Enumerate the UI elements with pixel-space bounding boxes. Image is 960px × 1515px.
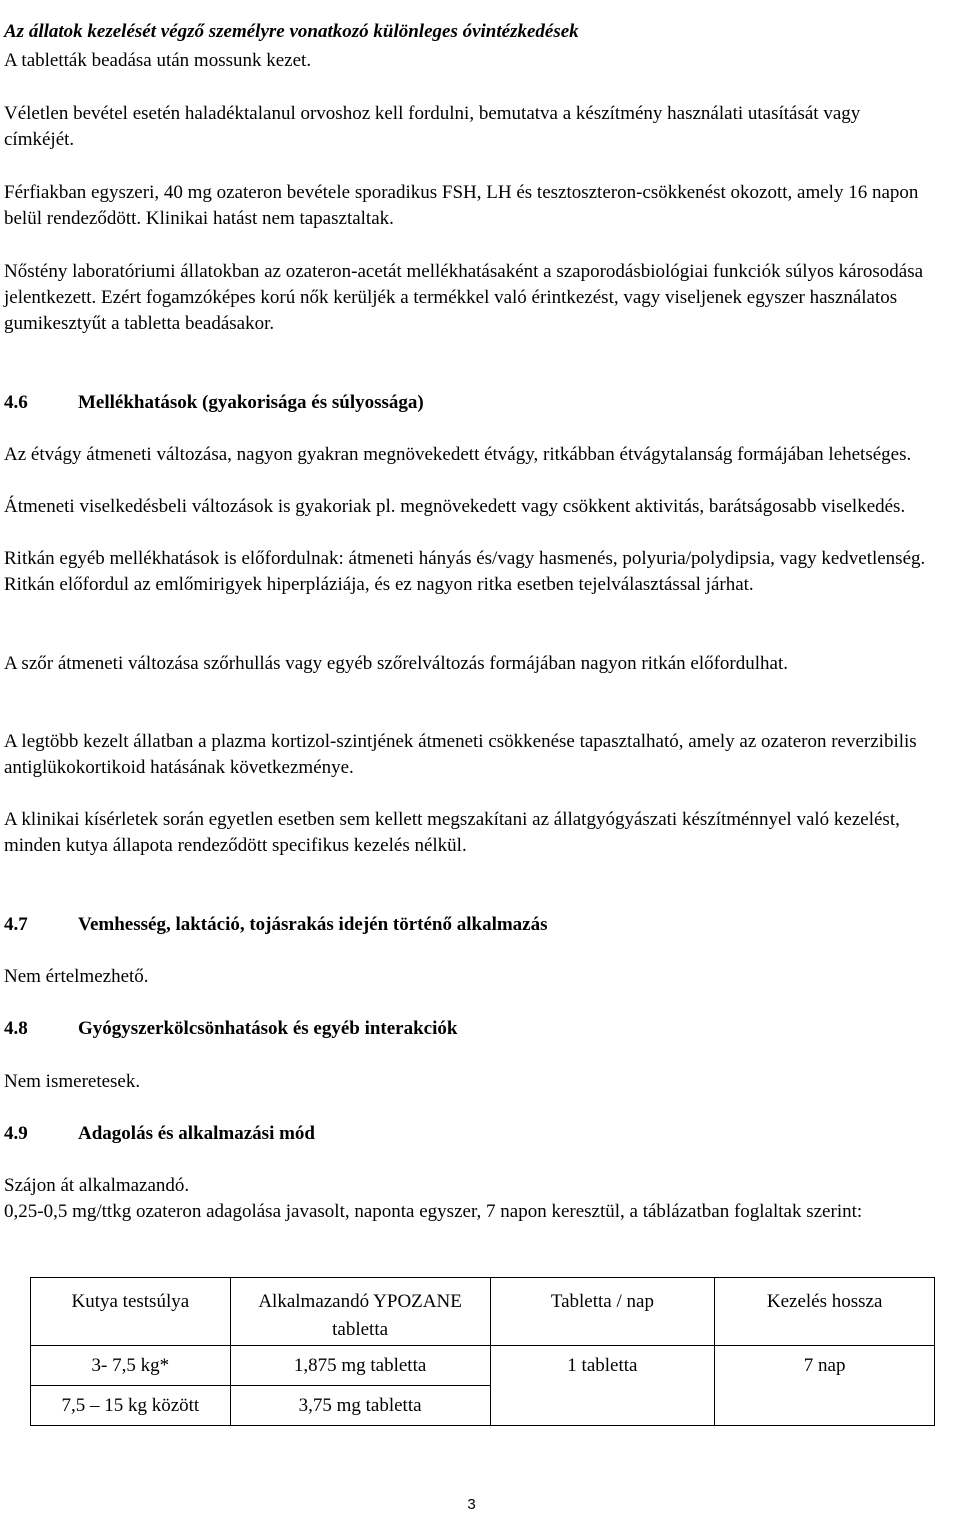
dosage-table	[30, 1277, 935, 1426]
paragraph-accidental-ingestion: Véletlen bevétel esetén haladéktalanul orvoshoz kell fordulni, bemutatva a készítmény használati utasítását vagy címkéjét.	[4, 103, 861, 150]
heading-number: 4.7	[4, 914, 28, 935]
heading-title: Adagolás és alkalmazási mód	[78, 1123, 315, 1144]
table-cell: 3- 7,5 kg*	[31, 1346, 231, 1386]
section-title: Az állatok kezelését végző személyre vonatkozó különleges óvintézkedések	[4, 21, 579, 42]
heading-number: 4.6	[4, 392, 28, 413]
heading-title: Vemhesség, laktáció, tojásrakás idején történő alkalmazás	[78, 914, 548, 935]
paragraph-rare-effects: Ritkán egyéb mellékhatások is előfordulnak: átmeneti hányás és/vagy hasmenés, polyuria/polydipsia, vagy kedvetlenség. Ritkán előfordul az emlőmirigyek hiperpláziája, és ez nagyon ritka esetben tejelválasztással járhat.	[4, 548, 926, 595]
heading-number: 4.8	[4, 1018, 28, 1039]
table-cell: 7,5 – 15 kg között	[31, 1386, 231, 1426]
paragraph-oral-use: Szájon át alkalmazandó.	[4, 1175, 190, 1196]
paragraph-female-animals: Nőstény laboratóriumi állatokban az ozateron-acetát mellékhatásaként a szaporodásbiológiai funkciók súlyos károsodása jelentkezett. Ezért fogamzóképes korú nők kerüljék a termékkel való érintkezést, vagy viseljenek egyszer használatos gumikesztyűt a tabletta beadásakor.	[4, 261, 924, 334]
table-header-cell: Tabletta / nap	[490, 1278, 715, 1346]
paragraph-not-applicable: Nem értelmezhető.	[4, 966, 149, 987]
table-header-row	[31, 1278, 935, 1346]
paragraph-appetite: Az étvágy átmeneti változása, nagyon gyakran megnövekedett étvágy, ritkábban étvágytalanság formájában lehetséges.	[4, 444, 912, 465]
table-cell: 7 nap	[715, 1346, 935, 1426]
table-header-cell: Kutya testsúlya	[31, 1278, 231, 1346]
paragraph-dosage: 0,25-0,5 mg/ttkg ozateron adagolása javasolt, naponta egyszer, 7 napon keresztül, a táblázatban foglaltak szerint:	[4, 1201, 863, 1222]
table-header-cell: Alkalmazandó YPOZANE tabletta	[230, 1278, 490, 1346]
table-cell: 1 tabletta	[490, 1346, 715, 1426]
paragraph-not-known: Nem ismeretesek.	[4, 1071, 141, 1092]
paragraph-hair: A szőr átmeneti változása szőrhullás vagy egyéb szőrelváltozás formájában nagyon ritkán előfordulhat.	[4, 653, 789, 674]
paragraph-men-exposure: Férfiakban egyszeri, 40 mg ozateron bevétele sporadikus FSH, LH és tesztoszteron-csökkenést okozott, amely 16 napon belül rendeződött. Klinikai hatást nem tapasztaltak.	[4, 182, 919, 229]
table-header-cell: Kezelés hossza	[715, 1278, 935, 1346]
heading-title: Gyógyszerkölcsönhatások és egyéb interakciók	[78, 1018, 458, 1039]
heading-4-9	[4, 1121, 315, 1147]
paragraph-behaviour: Átmeneti viselkedésbeli változások is gyakoriak pl. megnövekedett vagy csökkent aktivitás, barátságosabb viselkedés.	[4, 496, 906, 517]
page-number: 3	[467, 1496, 476, 1513]
heading-4-6	[4, 390, 424, 416]
heading-number: 4.9	[4, 1123, 28, 1144]
paragraph-clinical-trials: A klinikai kísérletek során egyetlen esetben sem kellett megszakítani az állatgyógyászati készítménnyel való kezelést, minden kutya állapota rendeződött specifikus kezelés nélkül.	[4, 809, 900, 856]
table-cell: 1,875 mg tabletta	[230, 1346, 490, 1386]
table-cell: 3,75 mg tabletta	[230, 1386, 490, 1426]
table-row	[31, 1346, 935, 1386]
paragraph-cortisol: A legtöbb kezelt állatban a plazma kortizol-szintjének átmeneti csökkenése tapasztalható, amely az ozateron reverzibilis antiglükokortikoid hatásának következménye.	[4, 731, 917, 778]
heading-4-8	[4, 1016, 457, 1042]
heading-title: Mellékhatások (gyakorisága és súlyossága)	[78, 392, 424, 413]
paragraph-wash-hands: A tabletták beadása után mossunk kezet.	[4, 50, 312, 71]
heading-4-7	[4, 912, 548, 938]
